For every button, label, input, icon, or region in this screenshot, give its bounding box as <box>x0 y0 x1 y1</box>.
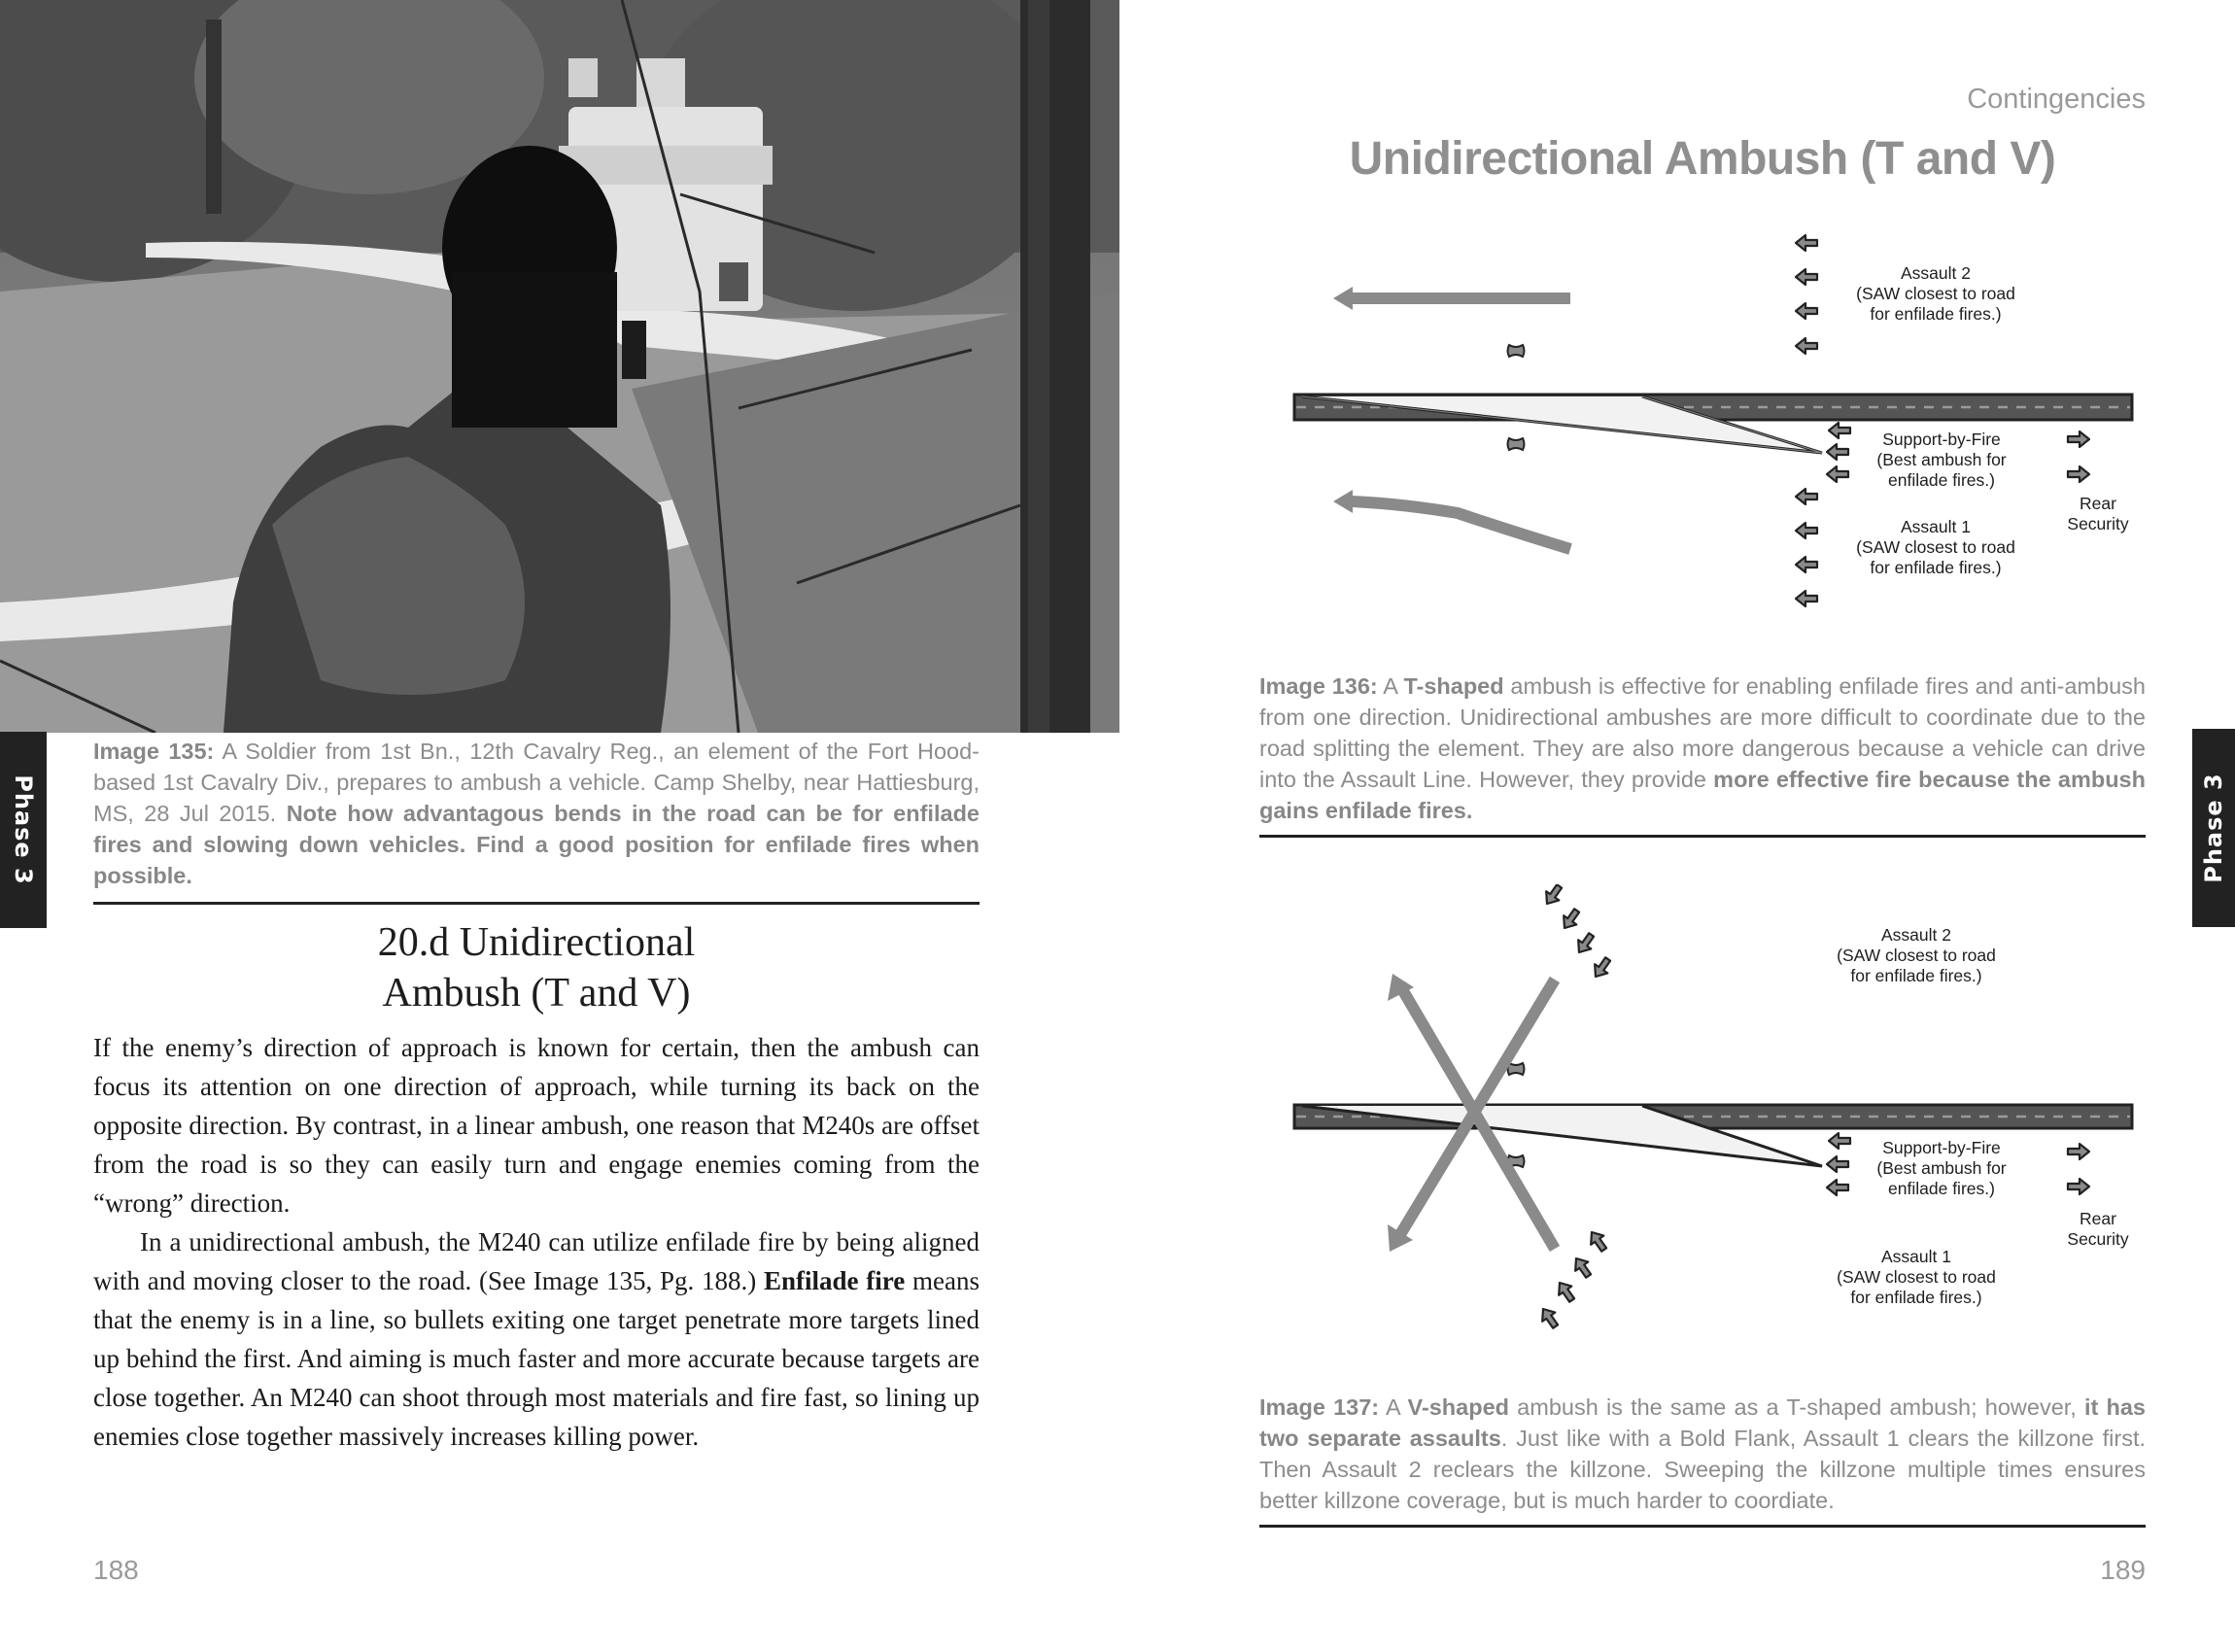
paragraph-2-end: means that the enemy is in a line, so bullets exiting one target penetrate more targets lined up behind the first. And aiming is much faster and more accurate because targets are close together. An M240 can shoot through most materials and fire fast, so lining up enemies close together massively increases killing power. <box>93 1266 980 1451</box>
svg-text:Security: Security <box>2067 1229 2129 1249</box>
svg-text:enfilade fires.): enfilade fires.) <box>1888 1179 1995 1198</box>
svg-text:for enfilade fires.): for enfilade fires.) <box>1870 304 2002 324</box>
svg-text:for enfilade fires.): for enfilade fires.) <box>1870 558 2002 577</box>
caption-bold-text: it has two separate assaults <box>1259 1394 2146 1451</box>
caption-divider <box>1259 835 2146 838</box>
caption-text: A Soldier from 1st Bn., 12th Cavalry Reg., an element of the Fort Hood-based 1st Cavalry Div., prepares to ambush a vehicle. Camp Shelby, near Hattiesburg, MS, 28 Jul 2015. <box>93 739 980 826</box>
caption-text: ambush is the same as a T-shaped ambush; however, <box>1509 1394 2084 1420</box>
rear-security-label: Rear <box>2080 494 2116 513</box>
caption-bold-text: Note how advantagous bends in the road can be for enfilade fires and slowing down vehicles. Find a good position for enfilade fires when possible. <box>93 801 980 888</box>
assault-2-label: Assault 2 <box>1901 263 1971 283</box>
caption-divider <box>93 902 980 905</box>
svg-text:Assault 2: Assault 2 <box>1881 925 1951 945</box>
caption-label: Image 137: <box>1259 1394 1380 1420</box>
v-shaped-ambush-diagram <box>1283 884 2157 1351</box>
caption-text: A <box>1377 673 1404 699</box>
t-shaped-ambush-diagram <box>1283 222 2157 630</box>
paragraph-2 <box>93 1222 980 1456</box>
svg-text:(SAW closest to road: (SAW closest to road <box>1856 284 2015 303</box>
page-number-right: 189 <box>2100 1555 2146 1585</box>
svg-text:for enfilade fires.): for enfilade fires.) <box>1850 1288 1982 1307</box>
phase-3-side-tab-left <box>0 732 47 928</box>
page-title: Unidirectional Ambush (T and V) <box>1349 133 2056 185</box>
image-137-caption <box>1259 1392 2146 1516</box>
section-heading-line-1: 20.d Unidirectional <box>377 920 696 965</box>
photo-illustration <box>0 0 1119 733</box>
section-heading-line-2: Ambush (T and V) <box>382 971 691 1015</box>
enfilade-fire-term: Enfilade fire <box>763 1266 906 1295</box>
svg-text:(Best ambush for: (Best ambush for <box>1876 1158 2007 1178</box>
svg-text:Support-by-Fire: Support-by-Fire <box>1882 1138 2001 1157</box>
svg-text:for enfilade fires.): for enfilade fires.) <box>1850 966 1982 985</box>
paragraph-2-start: In a unidirectional ambush, the M240 can utilize enfilade fire by being aligned with and moving closer to the road. (See Image 135, Pg. 188.) <box>93 1227 980 1295</box>
running-header: Contingencies <box>1967 84 2146 115</box>
paragraph-1: If the enemy’s direction of approach is known for certain, then the ambush can focus its attention on one direction of approach, while turning its back on the opposite direction. By contrast, in a linear ambush, one reason that M240s are offset from the road is so they can easily turn and engage enemies coming from the “wrong” direction. <box>93 1033 980 1218</box>
image-136-caption <box>1259 671 2146 826</box>
caption-text: A <box>1379 1394 1408 1420</box>
caption-bold-text: more effective fire because the ambush gains enfilade fires. <box>1259 767 2146 823</box>
svg-text:Assault 1: Assault 1 <box>1881 1247 1951 1266</box>
caption-text: . Just like with a Bold Flank, Assault 1 clears the killzone first. Then Assault 2 reclears the killzone. Sweeping the killzone multiple times ensures better killzone coverage, but is much harder to coordiate. <box>1259 1426 2147 1513</box>
svg-text:Rear: Rear <box>2080 1209 2116 1228</box>
svg-text:(SAW closest to road: (SAW closest to road <box>1837 946 1996 965</box>
side-tab-label: Phase 3 <box>2200 773 2227 883</box>
page-number-left: 188 <box>93 1555 139 1585</box>
svg-text:enfilade fires.): enfilade fires.) <box>1888 470 1995 490</box>
assault-1-label: Assault 1 <box>1901 517 1971 536</box>
caption-divider <box>1259 1525 2146 1528</box>
section-heading <box>93 917 980 1018</box>
svg-text:(Best ambush for: (Best ambush for <box>1876 450 2007 469</box>
svg-text:Security: Security <box>2067 514 2129 533</box>
caption-bold-text: V-shaped <box>1407 1394 1510 1420</box>
side-tab-label: Phase 3 <box>10 774 37 885</box>
soldier-ambush-photo <box>0 0 1119 733</box>
caption-label: Image 135: <box>93 739 215 764</box>
caption-text: ambush is effective for enabling enfilade fires and anti-ambush from one direction. Unidirectional ambushes are more difficult to coordinate due to the road splitting the element. They are also more dangerous because a vehicle can drive into the Assault Line. However, they provide <box>1259 673 2147 792</box>
support-by-fire-label: Support-by-Fire <box>1882 430 2001 449</box>
svg-text:(SAW closest to road: (SAW closest to road <box>1856 537 2015 557</box>
body-text <box>93 1028 980 1456</box>
image-135-caption <box>93 736 980 891</box>
caption-bold-text: T-shaped <box>1403 673 1504 699</box>
phase-3-side-tab-right <box>2192 729 2235 927</box>
caption-label: Image 136: <box>1259 673 1378 699</box>
svg-text:(SAW closest to road: (SAW closest to road <box>1837 1267 1996 1287</box>
